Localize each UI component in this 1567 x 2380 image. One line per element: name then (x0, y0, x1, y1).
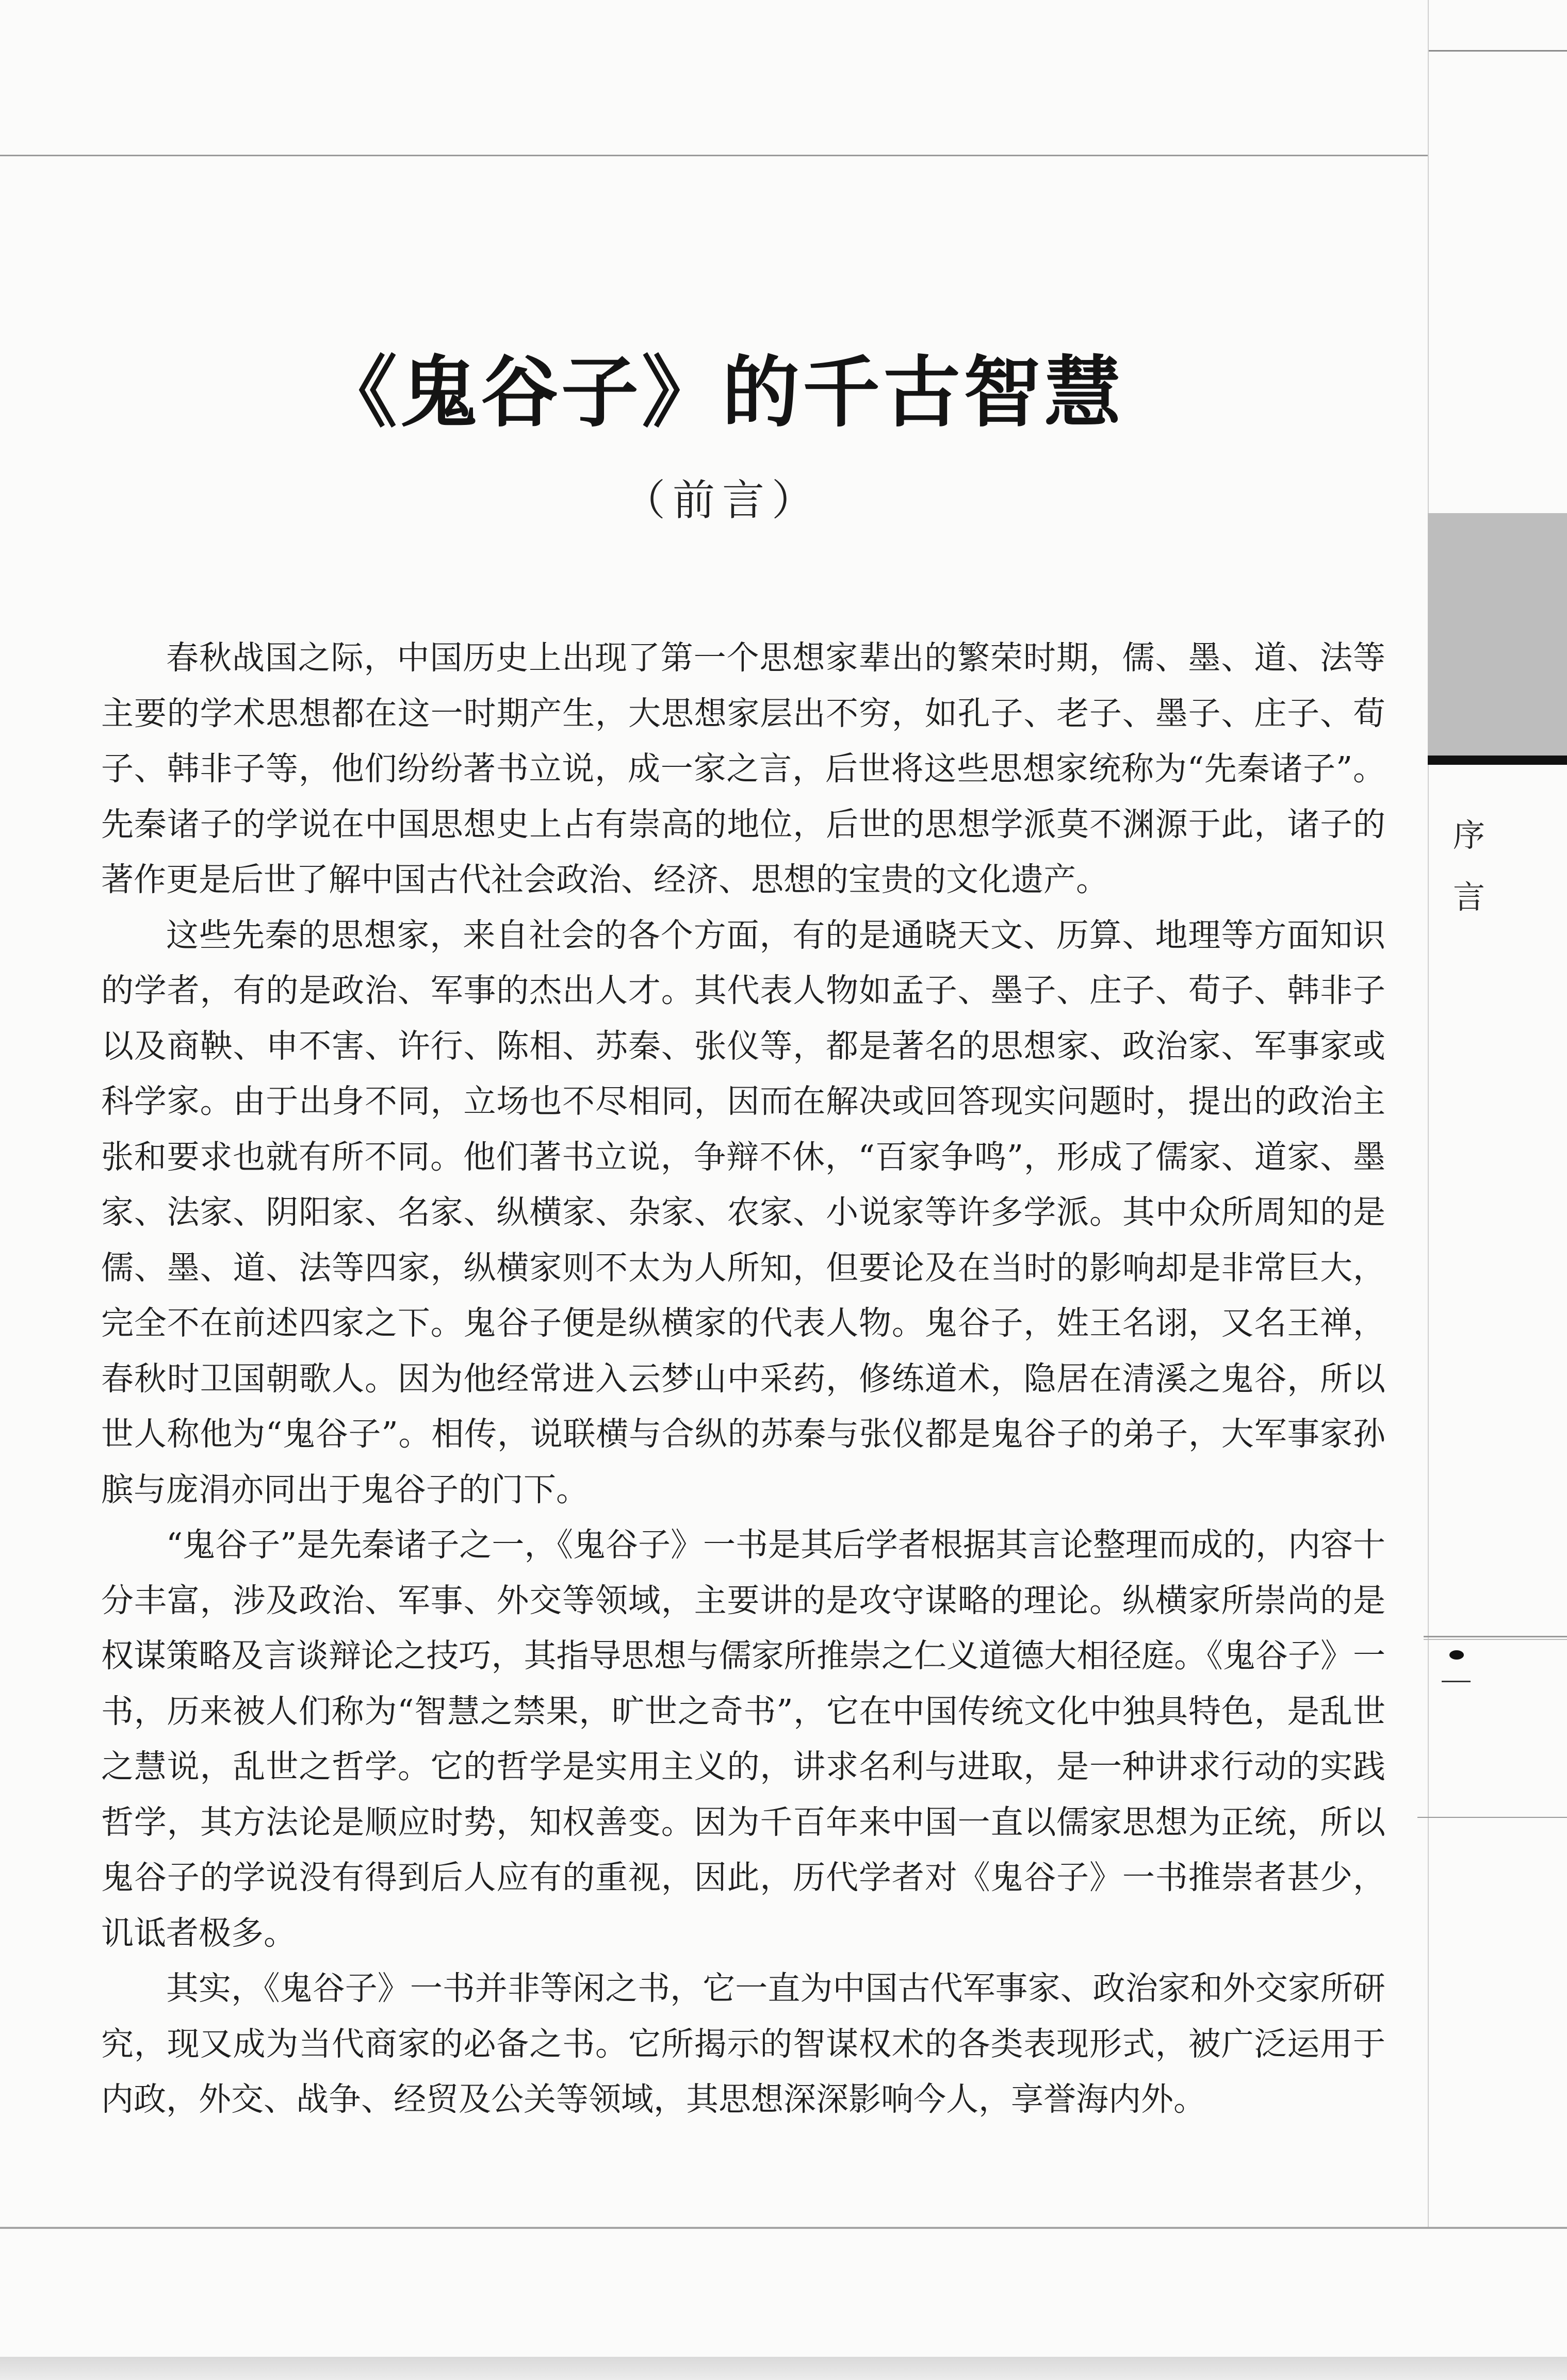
header-rule (0, 155, 1429, 156)
tab-bottom-rule (1417, 1817, 1567, 1818)
paragraph: 其实，《鬼谷子》一书并非等闲之书，它一直为中国古代军事家、政治家和外交家所研究，现又成为当代商家的必备之书。它所揭示的智谋权术的各类表现形式，被广泛运用于内政，外交、战争、经贸及公关等领域，其思想深深影响今人，享誉海内外。 (101, 1969, 1385, 2118)
body-text (101, 630, 1385, 2127)
margin-top-rule (1429, 50, 1567, 52)
tab-char: 序 (1452, 816, 1485, 854)
page-title: 《鬼谷子》的千古智慧 (319, 347, 1124, 438)
tab-char: 言 (1452, 878, 1485, 916)
page-number-one (1442, 1681, 1471, 1682)
thumb-tab-block (1428, 513, 1567, 756)
page-bottom-edge (0, 2357, 1567, 2380)
tab-divider (1424, 1639, 1567, 1640)
gutter-line (1428, 0, 1429, 2228)
page-subtitle: （前言） (623, 476, 821, 525)
footer-rule (0, 2227, 1567, 2229)
page-number-dot-icon (1449, 1650, 1464, 1660)
paragraph: 春秋战国之际，中国历史上出现了第一个思想家辈出的繁荣时期，儒、墨、道、法等主要的学术思想都在这一时期产生，大思想家层出不穷，如孔子、老子、墨子、庄子、荀子、韩非子等，他们纷纷著书立说，成一家之言，后世将这些思想家统称为“先秦诸子”。先秦诸子的学说在中国思想史上占有崇高的地位，后世的思想学派莫不渊源于此，诸子的著作更是后世了解中国古代社会政治、经济、思想的宝贵的文化遗产。 (101, 639, 1385, 898)
tab-divider (1424, 1636, 1567, 1637)
paragraph: 这些先秦的思想家，来自社会的各个方面，有的是通晓天文、历算、地理等方面知识的学者，有的是政治、军事的杰出人才。其代表人物如孟子、墨子、庄子、荀子、韩非子以及商鞅、申不害、许行、陈相、苏秦、张仪等，都是著名的思想家、政治家、军事家或科学家。由于出身不同，立场也不尽相同，因而在解决或回答现实问题时，提出的政治主张和要求也就有所不同。他们著书立说，争辩不休，“百家争鸣”，形成了儒家、道家、墨家、法家、阴阳家、名家、纵横家、杂家、农家、小说家等许多学派。其中众所周知的是儒、墨、道、法等四家，纵横家则不太为人所知，但要论及在当时的影响却是非常巨大，完全不在前述四家之下。鬼谷子便是纵横家的代表人物。鬼谷子，姓王名诩，又名王禅，春秋时卫国朝歌人。因为他经常进入云梦山中采药，修练道术，隐居在清溪之鬼谷，所以世人称他为“鬼谷子”。相传，说联横与合纵的苏秦与张仪都是鬼谷子的弟子，大军事家孙膑与庞涓亦同出于鬼谷子的门下。 (101, 916, 1385, 1508)
section-tab-label (1448, 805, 1490, 928)
paragraph: “鬼谷子”是先秦诸子之一，《鬼谷子》一书是其后学者根据其言论整理而成的，内容十分丰富，涉及政治、军事、外交等领域，主要讲的是攻守谋略的理论。纵横家所崇尚的是权谋策略及言谈辩论之技巧，其指导思想与儒家所推崇之仁义道德大相径庭。《鬼谷子》一书，历来被人们称为“智慧之禁果，旷世之奇书”，它在中国传统文化中独具特色，是乱世之慧说，乱世之哲学。它的哲学是实用主义的，讲求名利与进取，是一种讲求行动的实践哲学，其方法论是顺应时势，知权善变。因为千百年来中国一直以儒家思想为正统，所以鬼谷子的学说没有得到后人应有的重视，因此，历代学者对《鬼谷子》一书推崇者甚少，讥诋者极多。 (101, 1526, 1385, 1952)
thumb-tab-bar (1428, 756, 1567, 765)
